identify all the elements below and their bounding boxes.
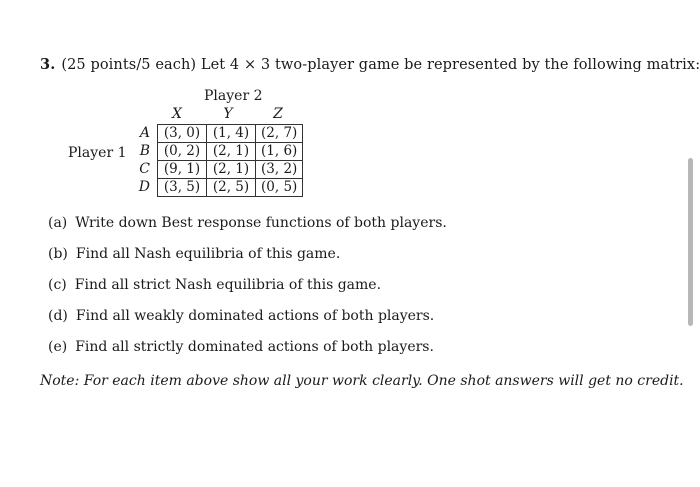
matrix-cell: (2, 5) — [207, 179, 256, 197]
problem-statement: (25 points/5 each) Let 4 × 3 two-player game be represented by the following matrix: — [61, 57, 700, 73]
matrix-cell: (2, 7) — [256, 125, 303, 143]
matrix-cell: (0, 2) — [158, 143, 207, 161]
question-letter: (a) — [48, 215, 68, 231]
question-list — [48, 213, 447, 368]
question-text: Find all Nash equilibria of this game. — [75, 246, 341, 262]
problem-number: 3. — [40, 56, 56, 73]
question-letter: (d) — [48, 308, 68, 324]
payoff-matrix — [157, 124, 303, 197]
question-item — [48, 275, 447, 306]
matrix-cell: (3, 2) — [256, 161, 303, 179]
matrix-cell: (1, 6) — [256, 143, 303, 161]
question-letter: (c) — [48, 277, 67, 293]
column-header-x: X — [172, 106, 182, 122]
matrix-cell: (1, 4) — [207, 125, 256, 143]
column-header-z: Z — [273, 106, 283, 122]
problem-heading — [40, 56, 700, 73]
question-item — [48, 244, 447, 275]
matrix-cell: (3, 0) — [158, 125, 207, 143]
question-letter: (b) — [48, 246, 68, 262]
column-player-label: Player 2 — [204, 88, 263, 104]
row-header-c: C — [139, 161, 150, 177]
row-header-a: A — [139, 125, 150, 141]
note-text: Note: For each item above show all your work clearly. One shot answers will get no credit. — [40, 373, 684, 389]
matrix-cell: (2, 1) — [207, 143, 256, 161]
question-text: Write down Best response functions of both players. — [75, 215, 447, 231]
matrix-row-a — [158, 125, 303, 143]
question-letter: (e) — [48, 339, 68, 355]
matrix-cell: (2, 1) — [207, 161, 256, 179]
matrix-row-c — [158, 161, 303, 179]
vertical-scrollbar[interactable] — [688, 158, 693, 326]
matrix-cell: (9, 1) — [158, 161, 207, 179]
matrix-row-d — [158, 179, 303, 197]
question-text: Find all strictly dominated actions of both players. — [75, 339, 434, 355]
question-item — [48, 306, 447, 337]
matrix-row-b — [158, 143, 303, 161]
matrix-cell: (3, 5) — [158, 179, 207, 197]
row-header-d: D — [138, 179, 150, 195]
row-player-label: Player 1 — [68, 145, 127, 161]
question-text: Find all weakly dominated actions of both players. — [75, 308, 435, 324]
column-header-y: Y — [223, 106, 233, 122]
question-text: Find all strict Nash equilibria of this game. — [74, 277, 382, 293]
question-item — [48, 213, 447, 244]
matrix-cell: (0, 5) — [256, 179, 303, 197]
row-header-b: B — [139, 143, 150, 159]
question-item — [48, 337, 447, 368]
